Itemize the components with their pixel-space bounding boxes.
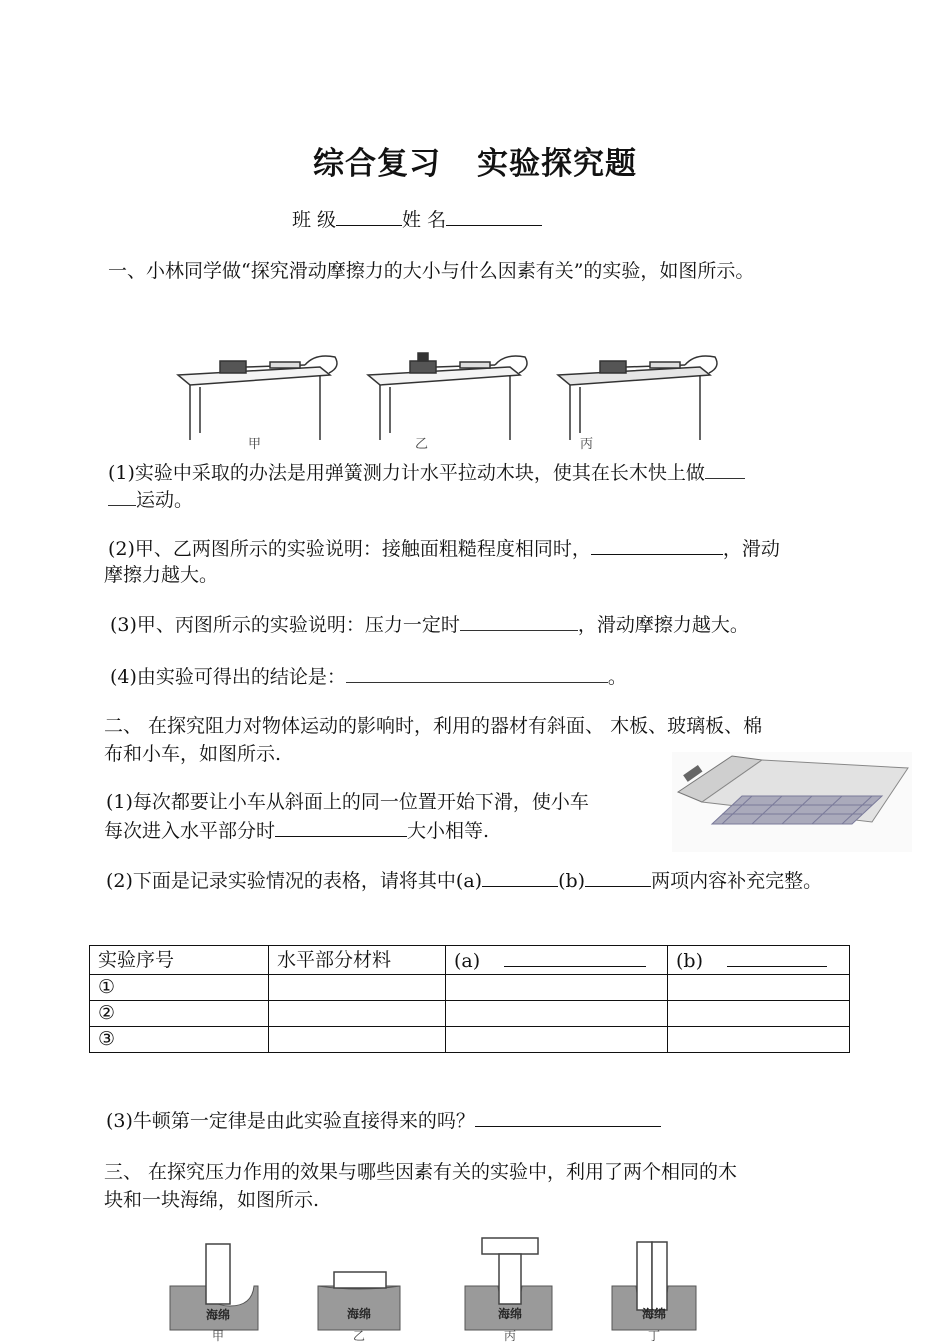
sponge-setup-d	[612, 1242, 696, 1330]
table-row	[90, 1027, 850, 1053]
fig3-label-a: 甲	[211, 1329, 225, 1342]
q1-s4-blank[interactable]	[346, 662, 608, 683]
table-cell[interactable]	[668, 1001, 850, 1027]
q1-s3-blank[interactable]	[460, 610, 578, 631]
friction-setup-c	[558, 356, 717, 440]
q2-s3: (3)牛顿第一定律是由此实验直接得来的吗？	[106, 1106, 661, 1135]
q3-intro-line2: 块和一块海绵，如图所示.	[104, 1189, 320, 1211]
q1-s1-line2: 运动。	[108, 485, 193, 514]
table-cell[interactable]	[446, 1027, 668, 1053]
page-title: 综合复习 实验探究题	[313, 146, 637, 182]
q2-s2-blank-a[interactable]	[482, 866, 558, 887]
q2-s1-blank[interactable]	[275, 816, 407, 837]
friction-setup-b	[368, 353, 527, 440]
sponge-setup-c	[465, 1238, 552, 1330]
name-field[interactable]	[446, 205, 542, 226]
sponge-label: 海绵	[346, 1307, 372, 1321]
class-field[interactable]	[336, 205, 402, 226]
name-label: 姓 名	[402, 209, 447, 231]
table-header-cell: 水平部分材料	[269, 946, 446, 975]
table-cell[interactable]	[446, 975, 668, 1001]
q1-intro: 一、小林同学做“探究滑动摩擦力的大小与什么因素有关”的实验，如图所示。	[108, 260, 755, 282]
sponge-label: 海绵	[497, 1307, 523, 1321]
sponge-setup-b	[318, 1272, 400, 1330]
table-header-cell-a[interactable]: (a)	[446, 946, 668, 975]
table-cell[interactable]	[269, 975, 446, 1001]
q2-s1-line1: (1)每次都要让小车从斜面上的同一位置开始下滑，使小车	[106, 791, 589, 813]
q1-s2-blank[interactable]	[591, 534, 723, 555]
fig1-label-c: 丙	[580, 437, 594, 452]
q2-s2: (2)下面是记录实验情况的表格，请将其中(a) (b) 两项内容补充完整。	[106, 866, 822, 895]
table-cell-index: ②	[90, 1001, 269, 1027]
table-row	[90, 975, 850, 1001]
q2-intro-line1: 二、 在探究阻力对物体运动的影响时，利用的器材有斜面、 木板、玻璃板、棉	[104, 715, 763, 737]
table-cell-index: ①	[90, 975, 269, 1001]
table-cell[interactable]	[668, 1027, 850, 1053]
q1-s2-line2: 摩擦力越大。	[104, 564, 219, 586]
table-cell[interactable]	[269, 1001, 446, 1027]
table-cell[interactable]	[668, 975, 850, 1001]
class-label: 班 级	[292, 209, 337, 231]
incline-board-figure	[672, 752, 912, 852]
table-blank-b[interactable]	[727, 946, 827, 967]
q3-intro-line1: 三、 在探究压力作用的效果与哪些因素有关的实验中，利用了两个相同的木	[104, 1161, 738, 1183]
q1-s3: (3)甲、丙图所示的实验说明：压力一定时 ，滑动摩擦力越大。	[110, 610, 749, 639]
table-cell[interactable]	[446, 1001, 668, 1027]
table-header-cell: 实验序号	[90, 946, 269, 975]
fig1-label-a: 甲	[248, 437, 262, 452]
table-cell-index: ③	[90, 1027, 269, 1053]
sponge-label: 海绵	[641, 1307, 667, 1321]
sponge-setup-a	[170, 1244, 258, 1330]
q2-s1-line2: 每次进入水平部分时 大小相等.	[104, 816, 489, 845]
table-blank-a[interactable]	[504, 946, 646, 967]
q1-s2-line1: (2)甲、乙两图所示的实验说明：接触面粗糙程度相同时， ，滑动	[108, 534, 780, 563]
sponge-label: 海绵	[205, 1308, 231, 1322]
table-header-row	[90, 946, 850, 975]
fig3-label-b: 乙	[352, 1329, 366, 1342]
q2-s3-blank[interactable]	[475, 1106, 661, 1127]
q1-s1-line1: (1)实验中采取的办法是用弹簧测力计水平拉动木块，使其在长木快上做	[108, 458, 745, 487]
record-table	[89, 945, 850, 1053]
table-header-cell-b[interactable]: (b)	[668, 946, 850, 975]
friction-setup-a	[178, 356, 337, 440]
q1-s1-blank-cont[interactable]	[108, 485, 136, 506]
fig1-label-b: 乙	[415, 437, 429, 452]
fig3-label-d: 丁	[647, 1329, 661, 1342]
class-name-line	[292, 205, 542, 234]
q2-intro-line2: 布和小车，如图所示.	[104, 743, 282, 765]
table-cell[interactable]	[269, 1027, 446, 1053]
fig3-label-c: 丙	[503, 1329, 517, 1342]
q2-s2-blank-b[interactable]	[585, 866, 651, 887]
q1-s4: (4)由实验可得出的结论是： 。	[110, 662, 627, 691]
table-row	[90, 1001, 850, 1027]
sponge-pressure-figure	[160, 1234, 720, 1342]
q1-s1-blank[interactable]	[705, 458, 745, 479]
